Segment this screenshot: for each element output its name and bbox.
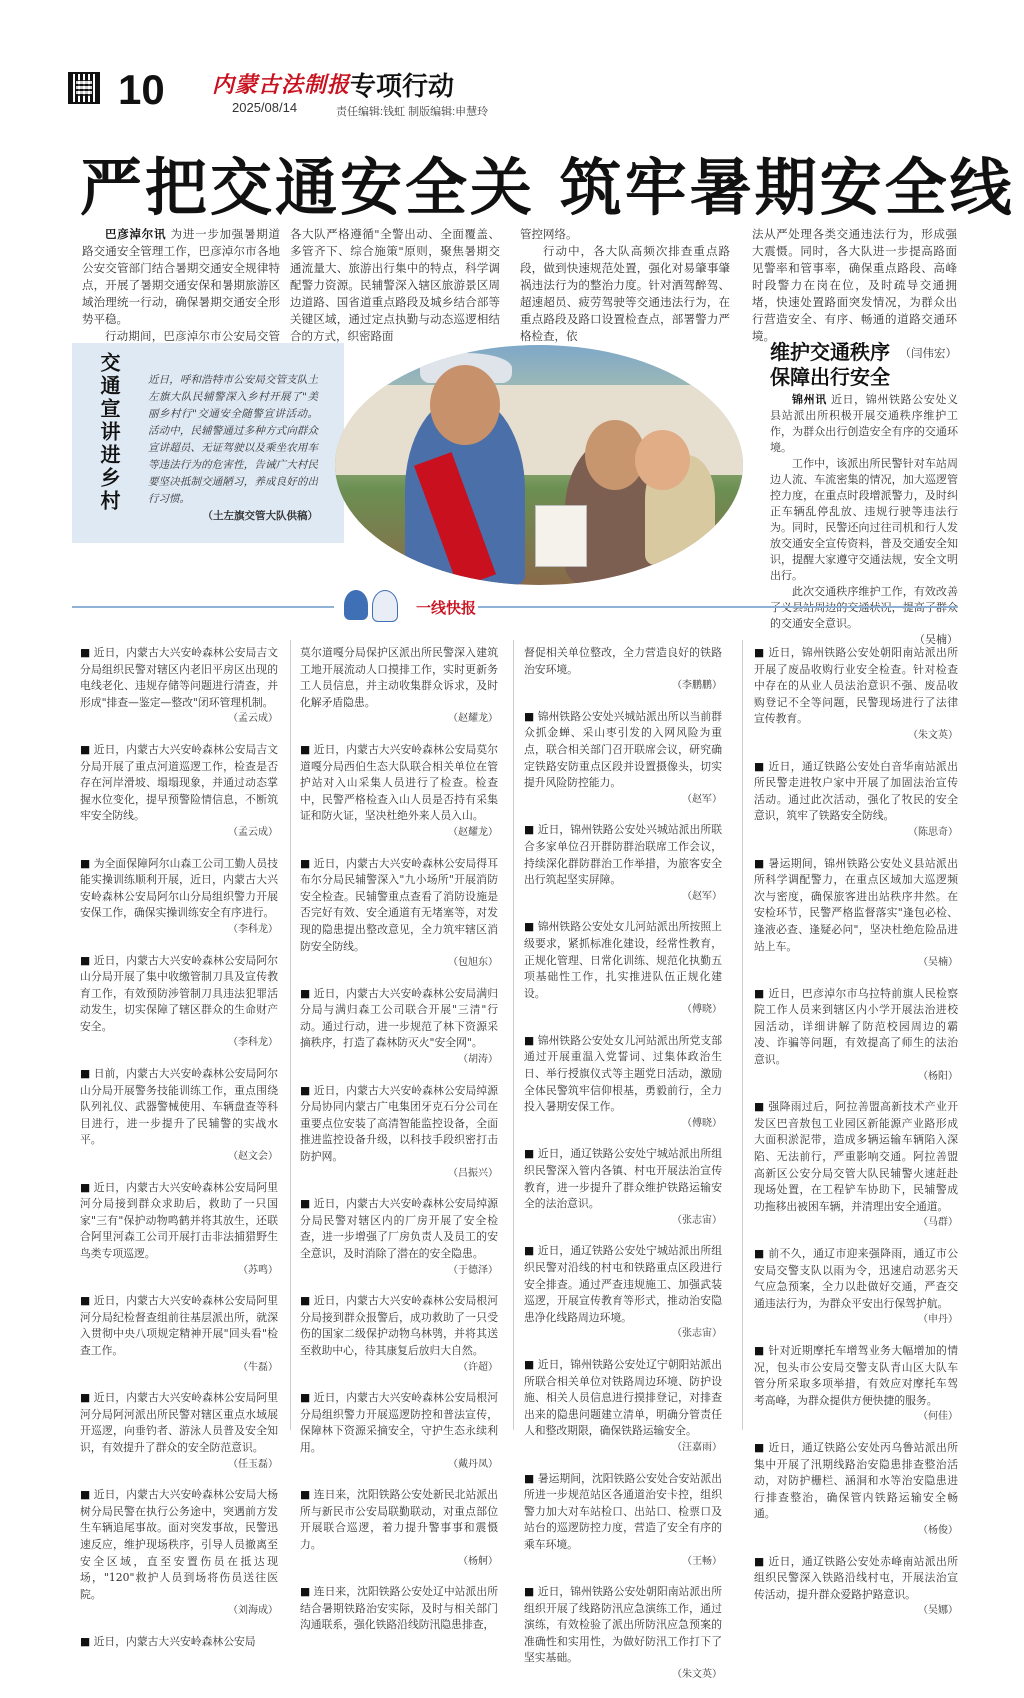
photo-child-head bbox=[635, 430, 690, 490]
sidebox-text bbox=[148, 372, 318, 525]
news-brief-text: 近日，内蒙古大兴安岭森林公安局根河分局接到群众报警后，成功救助了一只受伤的国家二级保护动物乌林鸮，并将其送至救助中心，待其康复后放归大自然。 bbox=[300, 1294, 499, 1357]
column-rule-3 bbox=[742, 640, 743, 1430]
news-brief-source: （于德泽） bbox=[448, 1264, 498, 1276]
news-brief-text: 连日来，沈阳铁路公安处新民北站派出所与新民市公安局联勤联动，对重点部位开展联合巡逻，着力提升警事事和震慑力。 bbox=[300, 1488, 499, 1551]
news-brief-source: （许超） bbox=[458, 1361, 498, 1373]
news-brief-source: （陈思奇） bbox=[908, 826, 958, 838]
photo-officer-head bbox=[430, 365, 500, 445]
news-brief bbox=[300, 1083, 498, 1183]
news-brief bbox=[80, 1293, 278, 1376]
square-bullet-icon: ■ bbox=[524, 1033, 538, 1047]
news-brief-source: （戴丹凤） bbox=[448, 1458, 498, 1470]
lead-column-2 bbox=[290, 226, 500, 345]
news-brief-text: 近日，内蒙古大兴安岭森林公安局莫尔道嘎分局西伯生态大队联合相关单位在管护站对入山采集人员进行了检查。检查中，民警严格检查入山人员是否持有采集证和防火证，坚决杜绝外来人员入山。 bbox=[300, 742, 499, 823]
news-brief-source: （牛磊） bbox=[238, 1361, 278, 1373]
news-brief-source: （马群） bbox=[918, 1217, 958, 1229]
news-brief-text: 近日，内蒙古大兴安岭森林公安局满归分局与满归森工公司联合开展"三清"行动。通过行动，进一步规范了林下资源采摘秩序，打造了森林防灭火"安全网"。 bbox=[300, 986, 499, 1050]
news-brief bbox=[80, 645, 278, 728]
news-brief bbox=[524, 1243, 722, 1343]
news-brief bbox=[754, 856, 958, 972]
qr-code-icon bbox=[68, 72, 100, 104]
feature-paragraph-3: 此次交通秩序维护工作，有效改善 的交通安全意识。 bbox=[770, 585, 958, 630]
news-brief bbox=[754, 1099, 958, 1232]
news-brief bbox=[754, 1246, 958, 1329]
lead-column-3 bbox=[520, 226, 730, 345]
news-brief-text: 强降雨过后，阿拉善盟高新技术产业开发区巴音敖包工业园区新能源产业路形成大面积淤泥带，造成多辆运输车辆陷入深陷、无法前行，严重影响交通。阿拉善盟高新区公安分局交管大队民辅警火速赶赴现场处置，在工程铲车协助下，民辅警成功拖移出被困车辆，并清理出安全通道。 bbox=[754, 1100, 958, 1213]
news-brief-source: （刘海成） bbox=[228, 1605, 278, 1617]
news-brief bbox=[754, 1440, 958, 1540]
feature-paragraph-1: 近日，锦州铁路公安处义县站派出所积极开展交通秩序维护工作，为群众出行创造安全有序的交通环境。 bbox=[770, 393, 959, 454]
news-brief bbox=[524, 1357, 722, 1457]
square-bullet-icon: ■ bbox=[524, 709, 538, 723]
news-brief-text: 为全面保障阿尔山森工公司工勤人员技能实操训练顺利开展，近日，内蒙古大兴安岭森林公安局阿尔山分局组织警力开展安保工作，确保实操训练安全有序进行。 bbox=[80, 856, 279, 920]
square-bullet-icon: ■ bbox=[300, 856, 314, 870]
news-brief-source: （张志宙） bbox=[672, 1214, 722, 1226]
news-brief-source: （杨舸） bbox=[458, 1555, 498, 1567]
square-bullet-icon: ■ bbox=[754, 646, 769, 659]
news-brief bbox=[300, 1584, 498, 1634]
news-brief bbox=[300, 645, 498, 728]
feature-paragraph-2: 工作中，该派出所民警针对车站周边人流、车流密集的情况，加大巡逻管控力度，在重点时段增派警力，及时纠正车辆乱停乱放、违规行驶等违法行为。同时，民警还向过往司机和行人发放交通安全宣传资料，普及交通安全知识，提醒大家遵守交通法规，安全文明出行。 bbox=[770, 457, 958, 582]
news-brief-source: （张志宙） bbox=[672, 1328, 722, 1340]
feature-title bbox=[770, 340, 960, 390]
news-brief-text: 近日，通辽铁路公安处宁城站派出所组织民警深入管内各镇、村屯开展法治宣传教育，进一步提升了群众维护铁路运输安全的法治意识。 bbox=[524, 1147, 723, 1211]
column-rule-2 bbox=[513, 640, 514, 1430]
news-brief bbox=[524, 822, 722, 905]
news-brief-source: （胡涛） bbox=[458, 1054, 498, 1066]
news-brief-source: （王畅） bbox=[682, 1555, 722, 1567]
square-bullet-icon: ■ bbox=[300, 986, 314, 1000]
news-brief bbox=[300, 986, 498, 1069]
news-brief-source: （包旭东） bbox=[448, 957, 498, 969]
news-brief-text: 近日，锦州铁路公安处朝阳南站派出所开展了废品收购行业安全检查。针对检查中存在的从业人员法治意识不强、废品收购登记不全等问题，民警现场进行了法律宣传教育。 bbox=[754, 646, 958, 726]
news-brief-text: 近日，内蒙古大兴安岭森林公安局得耳布尔分局民辅警深入"九小场所"开展消防安全检查。民辅警重点查看了消防设施是否完好有效、安全通道有无堵塞等，对发现的隐患提出整改意见，全力筑牢辖区消防安全防线。 bbox=[300, 856, 499, 953]
news-brief-source: （吴娜） bbox=[918, 1605, 958, 1617]
lead-paragraph-3: 各大队严格遵循"全警出动、全面覆盖、多管齐下、综合施策"原则，聚焦暑期交通流量大、旅游出行集中的特点，科学调配警力资源。民辅警深入辖区旅游景区周边道路、国省道重点路段及城乡结合部等关键区域，通过定点执勤与动态巡逻相结合的方式，织密路面 bbox=[290, 227, 500, 343]
square-bullet-icon: ■ bbox=[754, 759, 769, 773]
lead-paragraph-6: 法从严处理各类交通违法行为，形成强大震慑。同时，各大队进一步提高路面见警率和管事率，确保重点路段、高峰时段警力在岗在位，及时疏导交通拥堵，快速处置路面突发情况，为群众出行营造安全、有序、畅通的道路交通环境。 bbox=[752, 227, 957, 343]
square-bullet-icon: ■ bbox=[524, 1357, 538, 1371]
newspaper-logo: 内蒙古法制报 bbox=[212, 72, 351, 98]
square-bullet-icon: ■ bbox=[754, 1440, 769, 1454]
news-brief-text: 督促相关单位整改，全力营造良好的铁路治安环境。 bbox=[524, 646, 722, 676]
square-bullet-icon: ■ bbox=[754, 1554, 769, 1568]
news-brief bbox=[524, 1146, 722, 1229]
square-bullet-icon: ■ bbox=[524, 1585, 538, 1599]
news-brief bbox=[300, 742, 498, 842]
news-brief bbox=[80, 1180, 278, 1280]
square-bullet-icon: ■ bbox=[300, 1294, 314, 1308]
square-bullet-icon: ■ bbox=[754, 856, 769, 870]
news-brief-text: 近日，内蒙古大兴安岭森林公安局绰源分局协同内蒙古广电集团牙克石分公司在重要点位安装了高清智能监控设备，全面推进监控设备升级，以科技手段织密打击防护网。 bbox=[300, 1083, 499, 1164]
news-brief-text: 近日，通辽铁路公安处白音华南站派出所民警走进牧户家中开展了加固法治宣传活动。通过此次活动，强化了牧民的安全意识，筑牢了铁路安全防线。 bbox=[754, 759, 958, 823]
news-brief bbox=[754, 759, 958, 842]
square-bullet-icon: ■ bbox=[80, 1488, 94, 1502]
quick-news-rule-left bbox=[72, 606, 334, 608]
lead-byline: 巴彦淖尔讯 bbox=[105, 227, 167, 241]
square-bullet-icon: ■ bbox=[80, 1634, 94, 1648]
square-bullet-icon: ■ bbox=[80, 856, 94, 870]
lead-column-1 bbox=[82, 226, 280, 362]
news-brief-text: 近日，锦州铁路公安处兴城站派出所联合多家单位召开群防群治联席工作会议，持续深化群防群治工作举措，为旅客安全出行筑起坚实屏障。 bbox=[524, 823, 723, 887]
news-brief-source: （吕振兴） bbox=[448, 1167, 498, 1179]
news-brief-text: 近日，内蒙古大兴安岭森林公安局阿里河分局阿河派出所民警对辖区重点水域展开巡逻，向垂钓者、游泳人员普及安全知识，有效提升了群众的安全防范意识。 bbox=[80, 1391, 279, 1454]
news-brief-source: （傅晓） bbox=[682, 1117, 722, 1129]
square-bullet-icon: ■ bbox=[80, 1067, 94, 1081]
news-brief-text: 近日，锦州铁路公安处辽宁朝阳站派出所联合相关单位对铁路周边环境、防护设施、相关人员信息进行摸排登记，对排查出来的隐患问题建立清单，明确分管责任人和整改期限，确保铁路运输安全。 bbox=[524, 1357, 723, 1438]
news-brief-source: （赵军） bbox=[682, 793, 722, 805]
news-brief bbox=[300, 1487, 498, 1570]
news-brief-source: （何佳） bbox=[918, 1411, 958, 1423]
square-bullet-icon: ■ bbox=[300, 742, 314, 756]
feature-title-line-1: 维护交通秩序 bbox=[770, 340, 890, 364]
lead-paragraph-2: 行动期间，巴彦淖尔市公安局交管 bbox=[105, 329, 280, 343]
square-bullet-icon: ■ bbox=[300, 1197, 314, 1211]
lead-paragraph-4: 管控网络。 bbox=[520, 227, 578, 241]
news-brief-source: （赵军） bbox=[682, 890, 722, 902]
news-brief bbox=[524, 1033, 722, 1133]
page-number: 10 bbox=[118, 66, 165, 113]
news-brief-text: 暑运期间，沈阳铁路公安处合安站派出所进一步规范站区各通道治安卡控，组织警力加大对车站检口、出站口、检票口及站台的巡逻防控力度，营造了安全有序的乘车环境。 bbox=[524, 1471, 723, 1551]
news-brief bbox=[754, 645, 958, 745]
news-brief bbox=[754, 1343, 958, 1426]
square-bullet-icon: ■ bbox=[300, 1585, 314, 1599]
police-mascot-icon-2 bbox=[372, 590, 398, 622]
square-bullet-icon: ■ bbox=[524, 920, 538, 934]
news-brief-text: 锦州铁路公安处兴城站派出所以当前群众抓金蝉、采山枣引发的入网风险为重点，联合相关部门召开联席会议，研究确定铁路安防重点区段并设置摄像头，切实提升风险防控能力。 bbox=[524, 709, 723, 790]
news-brief-text: 近日，内蒙古大兴安岭森林公安局大杨树分局民警在执行公务途中，突遇前方发生车辆追尾事故。面对突发事故，民警迅速反应，维护现场秩序，引导人员撤离至安全区域，直至安置伤员在抵达现场，"120"救护人员到场将伤员送往医院。 bbox=[80, 1488, 279, 1601]
news-brief-text: 近日，内蒙古大兴安岭森林公安局阿里河分局纪检督查组前往基层派出所，就深入贯彻中央八项规定精神开展"回头看"检查工作。 bbox=[80, 1294, 279, 1357]
square-bullet-icon: ■ bbox=[524, 1147, 538, 1161]
news-brief-source: （孟云成） bbox=[228, 826, 278, 838]
news-brief bbox=[300, 1390, 498, 1473]
column-rule-1 bbox=[290, 640, 291, 1430]
square-bullet-icon: ■ bbox=[80, 1180, 94, 1194]
news-brief bbox=[524, 919, 722, 1019]
news-brief-text: 暑运期间，锦州铁路公安处义县站派出所科学调配警力，在重点区域加大巡逻频次与密度，确保旅客进出站秩序井然。在安检环节，民警严格监督落实"逢包必检、逢液必查、逢疑必问"，坚决杜绝危险品进站上车。 bbox=[754, 856, 958, 953]
news-brief-text: 近日，内蒙古大兴安岭森林公安局吉文分局组织民警对辖区内老旧平房区出现的电线老化、违规存储等问题进行清查，并形成"排查—鉴定—整改"闭环管理机制。 bbox=[80, 646, 279, 709]
news-brief bbox=[300, 1293, 498, 1376]
news-brief-text: 近日，通辽铁路公安处宁城站派出所组织民警对沿线的村屯和铁路重点区段进行安全排查。通过严查违规施工、加强武装巡逻，开展宣传教育等形式，推动治安隐患净化线路周边环境。 bbox=[524, 1244, 723, 1324]
lead-source: （闫伟宏） bbox=[899, 346, 957, 360]
news-brief-text: 近日，内蒙古大兴安岭森林公安局根河分局组织警力开展巡逻防控和普法宣传，保障林下资源采摘安全，守护生态永续利用。 bbox=[300, 1391, 499, 1454]
news-brief bbox=[524, 1584, 722, 1684]
news-brief-source: （孟云成） bbox=[228, 713, 278, 725]
feature-source: （吴楠） bbox=[914, 633, 958, 646]
feature-title-line-2: 保障出行安全 bbox=[770, 365, 890, 389]
square-bullet-icon: ■ bbox=[80, 1391, 94, 1405]
editors-line: 责任编辑:钱虹 制版编辑:申慧玲 bbox=[336, 106, 489, 118]
quick-news-title: 一线快报 bbox=[416, 599, 477, 617]
quick-news-rule-right bbox=[478, 606, 958, 608]
square-bullet-icon: ■ bbox=[80, 953, 94, 967]
news-brief-text: 近日，巴彦淖尔市乌拉特前旗人民检察院工作人员来到辖区内小学开展法治进校园活动，详细讲解了防范校园周边的霸凌、诈骗等问题，有效提高了师生的法治意识。 bbox=[754, 986, 958, 1067]
news-brief-text: 针对近期摩托车增驾业务大幅增加的情况，包头市公安局交警支队青山区大队车管分所采取多项举措，有效应对摩托车驾考高峰，为群众提供方便快捷的服务。 bbox=[754, 1343, 958, 1407]
news-brief-source: （赵文会） bbox=[228, 1151, 278, 1163]
news-brief-source: （傅晓） bbox=[682, 1004, 722, 1016]
quick-news-column-1 bbox=[80, 645, 278, 1664]
news-brief bbox=[80, 1390, 278, 1473]
news-brief bbox=[754, 1554, 958, 1620]
news-brief-source: （李科龙） bbox=[228, 1037, 278, 1049]
news-brief-source: （赵耀龙） bbox=[448, 826, 498, 838]
news-brief-source: （申丹） bbox=[918, 1314, 958, 1326]
section-title: 专项行动 bbox=[350, 72, 455, 102]
news-brief bbox=[524, 1471, 722, 1571]
issue-date: 2025/08/14 bbox=[232, 100, 298, 115]
square-bullet-icon: ■ bbox=[80, 1294, 94, 1308]
square-bullet-icon: ■ bbox=[80, 742, 94, 756]
news-brief bbox=[80, 1066, 278, 1166]
quick-news-column-4 bbox=[754, 645, 958, 1634]
news-brief-source: （朱文英） bbox=[908, 729, 958, 741]
news-brief-source: （朱文英） bbox=[672, 1669, 722, 1681]
news-brief-source: （杨俊） bbox=[918, 1524, 958, 1536]
news-brief-text: 锦州铁路公安处女儿河站派出所按照上级要求，紧抓标准化建设，经常性教育，正规化管理、日常化训练、规范化执勤五项基础性工作，扎实推进队伍正规化建设。 bbox=[524, 920, 723, 1000]
news-brief-text: 近日，通辽铁路公安处赤峰南站派出所组织民警深入铁路沿线村屯，开展法治宣传活动，提升群众爱路护路意识。 bbox=[754, 1554, 958, 1601]
lead-paragraph-5: 行动中，各大队高频次排查重点路段，做到快速规范处置，强化对易肇事肇祸违法行为的整治力度。针对酒驾醉驾、超速超员、疲劳驾驶等交通违法行为，在重点路段及路口设置检查点，部署警力严格检查，依 bbox=[520, 244, 730, 343]
news-brief-text: 前不久，通辽市迎来强降雨，通辽市公安局交警支队以雨为令，迅速启动恶劣天气应急预案，全力以赴做好交通，严查交通违法行为，为群众平安出行保驾护航。 bbox=[754, 1247, 958, 1310]
quick-news-column-3 bbox=[524, 645, 722, 1698]
news-photo bbox=[335, 345, 743, 585]
lead-paragraph-1: 为进一步加强暑期道路交通安全管理工作，巴彦淖尔市各地公安交管部门结合暑期交通安全规律特点，开展了暑期交通安保和暑期旅游区域治理统一行动，确保暑期交通安全形势平稳。 bbox=[82, 227, 281, 326]
photo-pamphlet bbox=[535, 505, 587, 567]
news-brief bbox=[524, 645, 722, 695]
news-brief bbox=[80, 953, 278, 1053]
news-brief-source: （汪嘉雨） bbox=[672, 1441, 722, 1453]
news-brief bbox=[300, 856, 498, 972]
news-brief-text: 莫尔道嘎分局保护区派出所民警深入建筑工地开展流动人口摸排工作，实时更新务工人员信息，并主动收集群众诉求，及时化解矛盾隐患。 bbox=[300, 646, 498, 709]
news-brief bbox=[80, 856, 278, 939]
square-bullet-icon: ■ bbox=[754, 1343, 769, 1357]
feature-byline: 锦州讯 bbox=[792, 393, 827, 406]
news-brief bbox=[300, 1196, 498, 1279]
news-brief-text: 近日，内蒙古大兴安岭森林公安局绰源分局民警对辖区内的厂房开展了安全检查，进一步增强了厂房负责人及员工的安全意识，及时消除了潜在的安全隐患。 bbox=[300, 1197, 499, 1260]
news-brief-text: 连日来，沈阳铁路公安处辽中站派出所结合暑期铁路治安实际，及时与相关部门沟通联系，强化铁路沿线防汛隐患排查， bbox=[300, 1585, 499, 1632]
news-brief-text: 日前，内蒙古大兴安岭森林公安局阿尔山分局开展警务技能训练工作，重点围绕队列礼仪、武器警械使用、车辆盘查等科目进行，进一步提升了民辅警的实战水平。 bbox=[80, 1067, 279, 1147]
news-brief bbox=[80, 742, 278, 842]
news-brief-source: （任玉磊） bbox=[228, 1458, 278, 1470]
news-brief bbox=[80, 1634, 278, 1651]
sidebox-source: （土左旗交管大队供稿） bbox=[202, 510, 318, 522]
news-brief bbox=[80, 1487, 278, 1620]
news-brief-text: 近日，内蒙古大兴安岭森林公安局阿里河分局接到群众求助后，救助了一只国家"三有"保护动物鸣鹤并将其放生，还联合阿里河森工公司开展打击非法捕猎野生鸟类专项巡逻。 bbox=[80, 1180, 279, 1260]
headline: 严把交通安全关 筑牢暑期安全线 bbox=[80, 151, 1015, 224]
news-brief-source: （李科龙） bbox=[228, 923, 278, 935]
news-brief-source: （吴楠） bbox=[918, 957, 958, 969]
quick-news-column-2 bbox=[300, 645, 498, 1648]
square-bullet-icon: ■ bbox=[524, 823, 538, 837]
square-bullet-icon: ■ bbox=[754, 1100, 769, 1114]
news-brief-source: （赵耀龙） bbox=[448, 713, 498, 725]
news-brief-text: 近日，通辽铁路公安处丙乌鲁站派出所集中开展了汛期线路治安隐患排查整治活动，对防护栅栏、涵洞和水等治安隐患进行排查整治，确保管内铁路运输安全畅通。 bbox=[754, 1440, 958, 1521]
news-brief-source: （杨阳） bbox=[918, 1070, 958, 1082]
news-brief-source: （苏鸣） bbox=[238, 1264, 278, 1276]
news-brief bbox=[754, 986, 958, 1086]
news-brief-text: 锦州铁路公安处女儿河站派出所党支部通过开展重温入党誓词、过集体政治生日、举行授旗仪式等主题党日活动，激励全体民警筑牢信仰根基，勇毅前行，全力投入暑期安保工作。 bbox=[524, 1033, 723, 1114]
square-bullet-icon: ■ bbox=[80, 646, 94, 659]
sidebox-body: 近日，呼和浩特市公安局交管支队土左旗大队民辅警深入乡村开展了"美丽乡村行"交通安全随警宣讲活动。活动中，民辅警通过多种方式向群众宣讲超员、无证驾驶以及乘坐农用车等违法行为的危害性，告诫广大村民要坚决抵制交通陋习，养成良好的出行习惯。 bbox=[148, 374, 318, 505]
news-brief-source: （李鹏鹏） bbox=[672, 680, 722, 692]
square-bullet-icon: ■ bbox=[754, 986, 769, 1000]
square-bullet-icon: ■ bbox=[754, 1247, 769, 1260]
police-mascot-icon bbox=[344, 590, 368, 620]
square-bullet-icon: ■ bbox=[524, 1244, 538, 1258]
feature-body bbox=[770, 392, 958, 648]
news-brief-text: 近日，内蒙古大兴安岭森林公安局 bbox=[93, 1634, 256, 1648]
sidebox-title: 交通宣讲进乡村 bbox=[97, 352, 121, 513]
square-bullet-icon: ■ bbox=[300, 1488, 314, 1502]
square-bullet-icon: ■ bbox=[300, 1391, 314, 1405]
news-brief bbox=[524, 709, 722, 809]
news-brief-text: 近日，内蒙古大兴安岭森林公安局吉文分局开展了重点河道巡逻工作，检查是否存在河岸滑坡、塌塌现象，并通过动态掌握水位变化，提早预警险情信息，不断筑牢安全防线。 bbox=[80, 742, 279, 823]
news-brief-text: 近日，内蒙古大兴安岭森林公安局阿尔山分局开展了集中收缴管制刀具及宣传教育工作，有效预防涉管制刀具违法犯罪活动发生，切实保障了辖区群众的生命财产安全。 bbox=[80, 953, 279, 1033]
square-bullet-icon: ■ bbox=[300, 1083, 314, 1097]
square-bullet-icon: ■ bbox=[524, 1471, 538, 1485]
news-brief-text: 近日，锦州铁路公安处朝阳南站派出所组织开展了线路防汛应急演练工作，通过演练，有效检验了派出所防汛应急预案的准确性和实用性，为做好防汛工作打下了坚实基础。 bbox=[524, 1585, 723, 1665]
